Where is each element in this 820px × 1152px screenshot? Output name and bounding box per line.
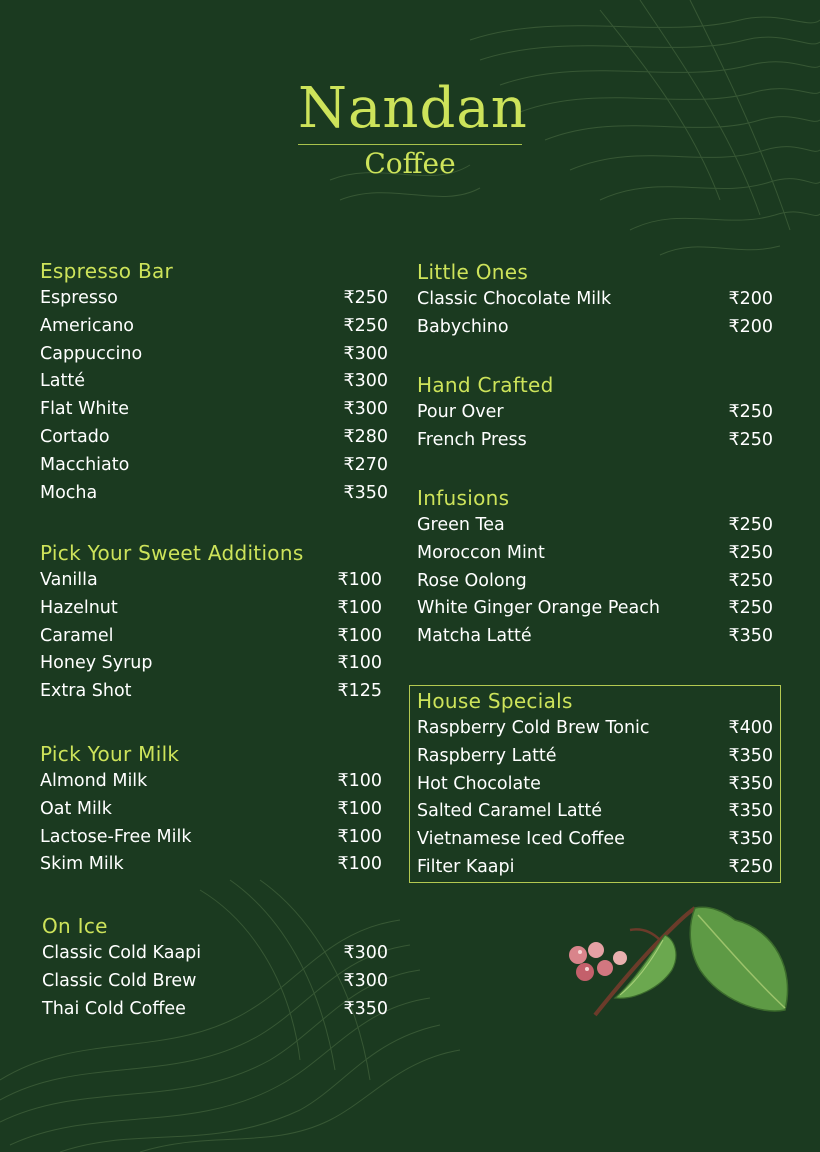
- section-title: House Specials: [417, 689, 573, 713]
- item-price: ₹200: [728, 316, 773, 337]
- coffee-cherry-branch-icon: [560, 900, 800, 1030]
- section-title: Little Ones: [417, 260, 529, 284]
- brand-name: Nandan: [298, 76, 528, 141]
- item-price: ₹100: [337, 826, 382, 847]
- menu-item: [417, 512, 773, 540]
- menu-item: [417, 399, 773, 427]
- menu-item: [40, 424, 388, 452]
- section-title: Espresso Bar: [40, 259, 174, 283]
- item-price: ₹250: [728, 515, 773, 535]
- item-name: Cortado: [40, 426, 110, 447]
- menu-item: [40, 623, 382, 651]
- item-price: ₹250: [728, 856, 773, 877]
- item-name: Green Tea: [417, 515, 505, 535]
- section-title: Pick Your Milk: [40, 742, 180, 766]
- menu-item: [40, 396, 388, 424]
- item-price: ₹250: [728, 570, 773, 591]
- item-name: Filter Kaapi: [417, 856, 515, 877]
- menu-item: [40, 678, 382, 706]
- section-little-ones: [417, 258, 773, 342]
- menu-item: [40, 851, 382, 879]
- menu-item: [40, 480, 388, 508]
- item-name: Skim Milk: [40, 854, 124, 875]
- menu-item: [42, 996, 388, 1024]
- menu-item: [40, 341, 388, 369]
- item-name: Babychino: [417, 316, 509, 337]
- item-name: Hazelnut: [40, 597, 118, 618]
- section-title: Hand Crafted: [417, 373, 554, 397]
- item-price: ₹100: [337, 625, 382, 646]
- item-name: French Press: [417, 429, 527, 450]
- item-name: Thai Cold Coffee: [42, 998, 186, 1019]
- item-price: ₹350: [343, 482, 388, 503]
- menu-item: [40, 595, 382, 623]
- item-price: ₹350: [728, 801, 773, 822]
- menu-item: [42, 968, 388, 996]
- item-name: Vietnamese Iced Coffee: [417, 829, 625, 850]
- item-price: ₹100: [337, 854, 382, 875]
- menu-item: [40, 285, 388, 313]
- item-price: ₹100: [337, 771, 382, 791]
- brand-logo: [298, 76, 528, 183]
- item-name: Almond Milk: [40, 771, 148, 791]
- item-price: ₹250: [728, 542, 773, 563]
- menu-item: [417, 826, 773, 854]
- menu-item: [417, 427, 773, 455]
- item-name: Oat Milk: [40, 798, 112, 819]
- section-title: Pick Your Sweet Additions: [40, 541, 304, 565]
- item-name: Hot Chocolate: [417, 773, 541, 794]
- item-price: ₹300: [343, 343, 388, 364]
- section-espresso-bar: [40, 257, 388, 507]
- section-title: On Ice: [42, 914, 108, 938]
- item-price: ₹300: [343, 399, 388, 420]
- menu-item: [40, 368, 388, 396]
- item-name: Moroccon Mint: [417, 542, 545, 563]
- section-hand-crafted: [417, 371, 773, 455]
- item-name: Matcha Latté: [417, 626, 532, 647]
- menu-item: [40, 313, 388, 341]
- item-price: ₹125: [337, 681, 382, 702]
- item-price: ₹250: [343, 288, 388, 308]
- menu-item: [417, 715, 773, 743]
- item-price: ₹300: [343, 371, 388, 392]
- menu-item: [417, 540, 773, 568]
- item-name: Salted Caramel Latté: [417, 801, 603, 822]
- menu-item: [417, 854, 773, 882]
- menu-item: [417, 798, 773, 826]
- menu-item: [40, 650, 382, 678]
- section-on-ice: [42, 912, 388, 1023]
- item-name: Honey Syrup: [40, 653, 153, 674]
- item-name: Rose Oolong: [417, 570, 527, 591]
- item-name: Latté: [40, 371, 85, 392]
- item-price: ₹250: [343, 315, 388, 336]
- item-price: ₹270: [343, 454, 388, 475]
- section-milk: [40, 740, 382, 879]
- brand-subtitle: Coffee: [364, 147, 456, 180]
- item-price: ₹350: [728, 745, 773, 766]
- item-name: Classic Cold Kaapi: [42, 943, 202, 963]
- menu-item: [417, 743, 773, 771]
- menu-item: [42, 940, 388, 968]
- menu-item: [40, 567, 382, 595]
- item-name: Extra Shot: [40, 681, 132, 702]
- item-name: Mocha: [40, 482, 98, 503]
- menu-item: [417, 771, 773, 799]
- item-name: Flat White: [40, 399, 129, 420]
- item-name: Caramel: [40, 625, 114, 646]
- menu-item: [40, 768, 382, 796]
- section-house-specials: [409, 685, 781, 883]
- item-price: ₹250: [728, 598, 773, 619]
- item-price: ₹250: [728, 402, 773, 422]
- item-price: ₹350: [728, 829, 773, 850]
- item-price: ₹100: [337, 570, 382, 590]
- item-name: Vanilla: [40, 570, 98, 590]
- item-name: Lactose-Free Milk: [40, 826, 192, 847]
- item-price: ₹300: [343, 970, 388, 991]
- item-price: ₹350: [728, 626, 773, 647]
- menu-item: [417, 314, 773, 342]
- item-name: Pour Over: [417, 402, 504, 422]
- item-name: Americano: [40, 315, 134, 336]
- section-title: Infusions: [417, 486, 510, 510]
- item-price: ₹100: [337, 798, 382, 819]
- item-price: ₹280: [343, 426, 388, 447]
- menu-item: [417, 286, 773, 314]
- menu-item: [417, 623, 773, 651]
- section-sweet-additions: [40, 539, 382, 706]
- item-name: Classic Chocolate Milk: [417, 289, 612, 309]
- menu-item: [40, 824, 382, 852]
- item-price: ₹350: [728, 773, 773, 794]
- item-name: Macchiato: [40, 454, 130, 475]
- item-price: ₹100: [337, 597, 382, 618]
- item-price: ₹400: [728, 718, 773, 738]
- item-price: ₹100: [337, 653, 382, 674]
- item-name: White Ginger Orange Peach: [417, 598, 660, 619]
- menu-item: [40, 452, 388, 480]
- item-name: Cappuccino: [40, 343, 143, 364]
- menu-item: [417, 568, 773, 596]
- item-name: Raspberry Cold Brew Tonic: [417, 718, 650, 738]
- menu-item: [40, 796, 382, 824]
- item-name: Raspberry Latté: [417, 745, 557, 766]
- item-price: ₹200: [728, 289, 773, 309]
- item-price: ₹300: [343, 943, 388, 963]
- section-infusions: [417, 484, 773, 651]
- item-name: Classic Cold Brew: [42, 970, 197, 991]
- menu-item: [417, 595, 773, 623]
- item-price: ₹250: [728, 429, 773, 450]
- item-price: ₹350: [343, 998, 388, 1019]
- item-name: Espresso: [40, 288, 118, 308]
